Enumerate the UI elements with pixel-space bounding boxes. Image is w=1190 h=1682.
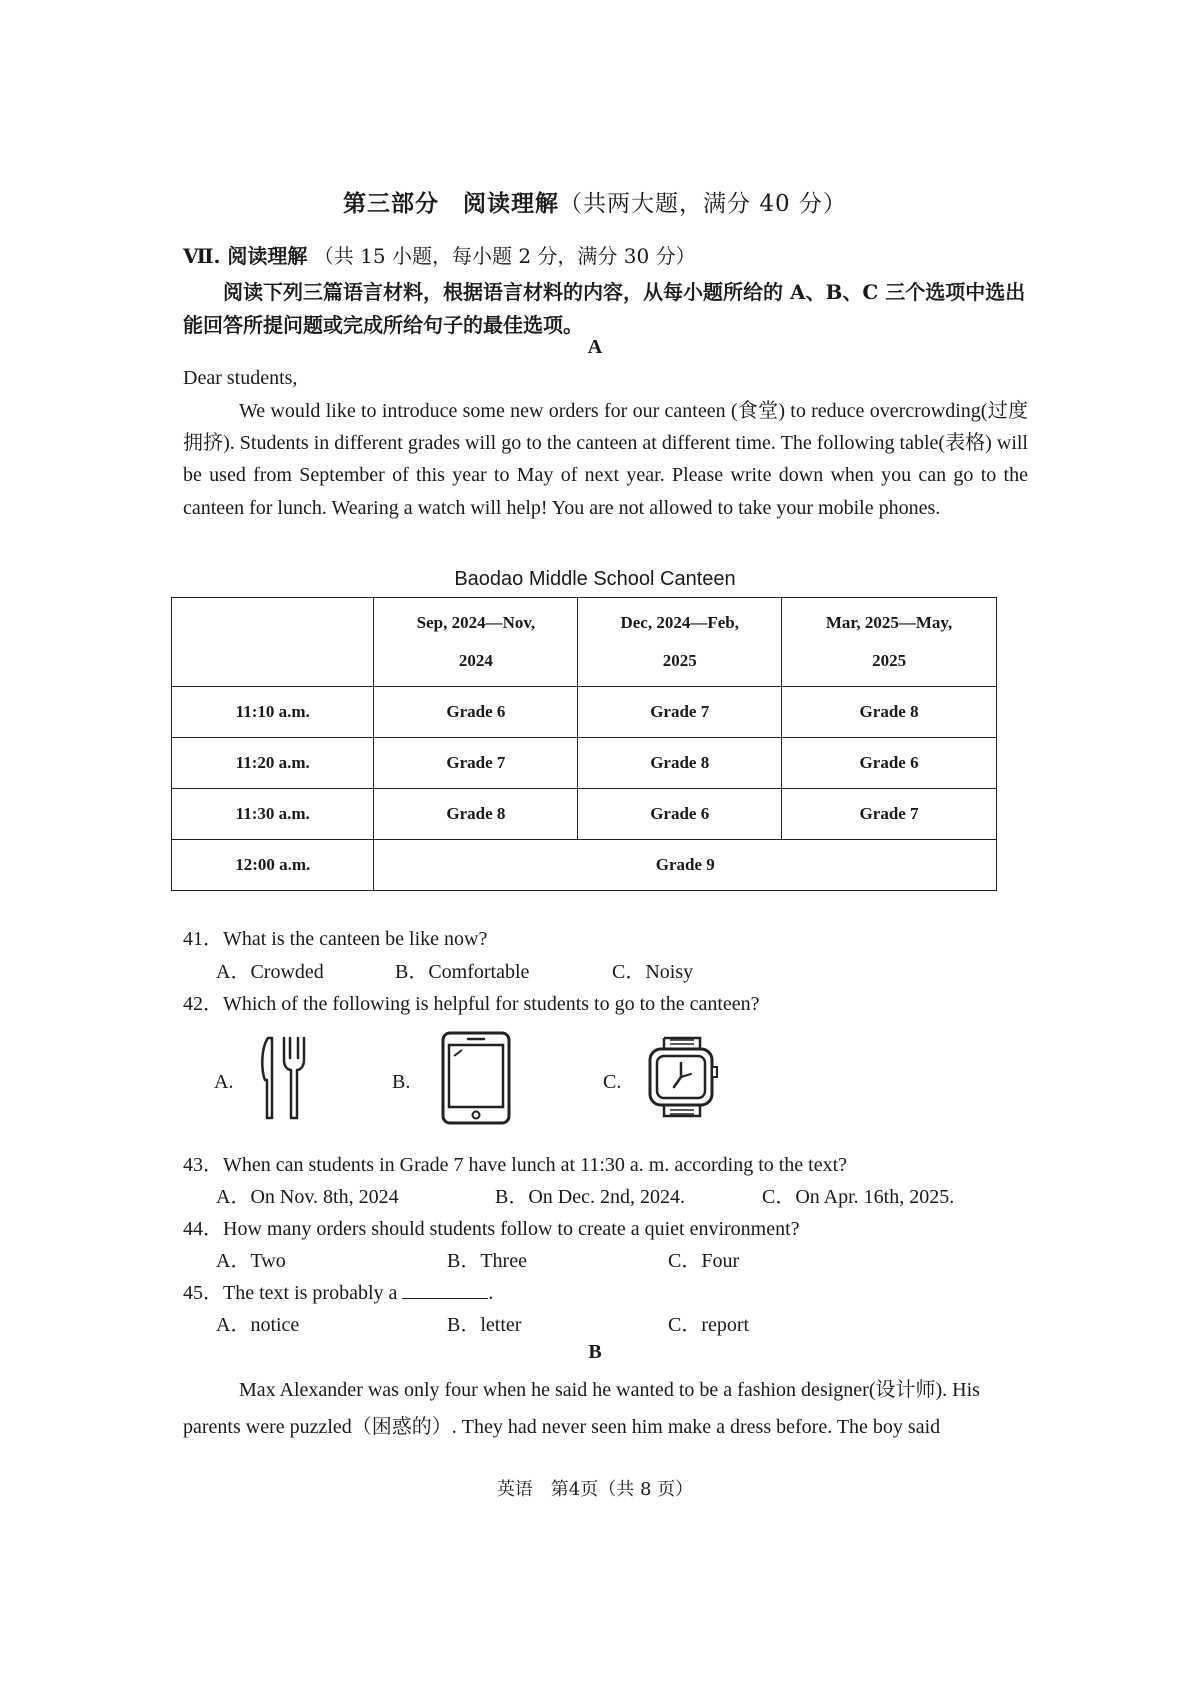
part-note: （共 15 小题，每小题 2 分，满分 30 分） — [313, 244, 696, 268]
table-header-cell: Dec, 2024—Feb, 2025 — [578, 598, 782, 687]
question-43: 43．When can students in Grade 7 have lunch at 11:30 a. m. according to the text? — [183, 1154, 848, 1176]
greeting: Dear students, — [183, 367, 298, 389]
question-43-option-a: A．On Nov. 8th, 2024 — [216, 1186, 399, 1208]
table-cell: Grade 7 — [578, 687, 782, 738]
question-45-option-a: A．notice — [216, 1314, 300, 1336]
question-41: 41．What is the canteen be like now? — [183, 928, 488, 950]
part-heading — [183, 240, 696, 269]
question-44-option-c: C．Four — [668, 1250, 740, 1272]
question-45: 45．The text is probably a . — [183, 1282, 494, 1304]
table-header-cell: Sep, 2024—Nov, 2024 — [374, 598, 578, 687]
table-header-cell — [172, 598, 374, 687]
table-row — [172, 840, 997, 891]
passage-b-body: Max Alexander was only four when he said he wanted to be a fashion designer(设计师). His parents were puzzled（困惑的）. They had never seen him make a dress before. The boy said — [183, 1379, 980, 1438]
passage-a-label: A — [587, 336, 603, 358]
table-cell: Grade 8 — [374, 789, 578, 840]
passage-b-label: B — [588, 1341, 602, 1363]
table-row — [172, 789, 997, 840]
table-header-cell: Mar, 2025—May, 2025 — [782, 598, 997, 687]
canteen-schedule-table — [171, 597, 997, 891]
question-42-option-c: C. — [603, 1071, 622, 1093]
mobile-phone-icon — [440, 1030, 512, 1131]
instructions: 阅读下列三篇语言材料，根据语言材料的内容，从每小题所给的 A、B、C 三个选项中选出能回答所提问题或完成所给句子的最佳选项。 — [183, 280, 1026, 337]
table-cell: 11:20 a.m. — [172, 738, 374, 789]
passage-a-body: We would like to introduce some new orders for our canteen (食堂) to reduce overcrowding(过度拥挤). Students in different grades will go to the canteen at different time. The following table(表格) will be used from September of this year to May of next year. Please write down when you can go to the canteen for lunch. Wearing a watch will help! You are not allowed to take your mobile phones. — [183, 400, 1028, 519]
watch-icon — [646, 1034, 720, 1125]
table-cell: Grade 7 — [782, 789, 997, 840]
question-42-option-a: A. — [214, 1071, 234, 1093]
table-row — [172, 687, 997, 738]
question-45-option-c: C．report — [668, 1314, 750, 1336]
question-41-option-c: C．Noisy — [612, 961, 694, 983]
question-44-option-b: B．Three — [447, 1250, 527, 1272]
question-45-option-b: B．letter — [447, 1314, 522, 1336]
question-43-option-b: B．On Dec. 2nd, 2024. — [495, 1186, 685, 1208]
table-cell: 11:30 a.m. — [172, 789, 374, 840]
question-42: 42．Which of the following is helpful for students to go to the canteen? — [183, 993, 760, 1015]
table-cell: Grade 7 — [374, 738, 578, 789]
table-cell: 12:00 a.m. — [172, 840, 374, 891]
table-cell: Grade 8 — [782, 687, 997, 738]
table-row — [172, 738, 997, 789]
table-header-row — [172, 598, 997, 687]
knife-fork-icon — [258, 1034, 308, 1127]
table-title: Baodao Middle School Canteen — [454, 568, 736, 590]
question-44-option-a: A．Two — [216, 1250, 286, 1272]
question-41-option-a: A．Crowded — [216, 961, 324, 983]
page-footer: 英语 第4页（共 8 页） — [496, 1479, 694, 1500]
section-title: 第三部分 阅读理解（共两大题，满分 40 分） — [343, 190, 847, 217]
table-cell: Grade 6 — [782, 738, 997, 789]
table-cell: Grade 6 — [374, 687, 578, 738]
table-cell: 11:10 a.m. — [172, 687, 374, 738]
question-41-option-b: B．Comfortable — [395, 961, 530, 983]
table-cell: Grade 8 — [578, 738, 782, 789]
table-cell-merged: Grade 9 — [374, 840, 997, 891]
answer-blank — [402, 1280, 488, 1299]
table-cell: Grade 6 — [578, 789, 782, 840]
question-42-option-b: B. — [392, 1071, 411, 1093]
question-43-option-c: C．On Apr. 16th, 2025. — [762, 1186, 955, 1208]
question-44: 44．How many orders should students follow to create a quiet environment? — [183, 1218, 800, 1240]
part-label: Ⅶ. 阅读理解 — [183, 244, 308, 268]
